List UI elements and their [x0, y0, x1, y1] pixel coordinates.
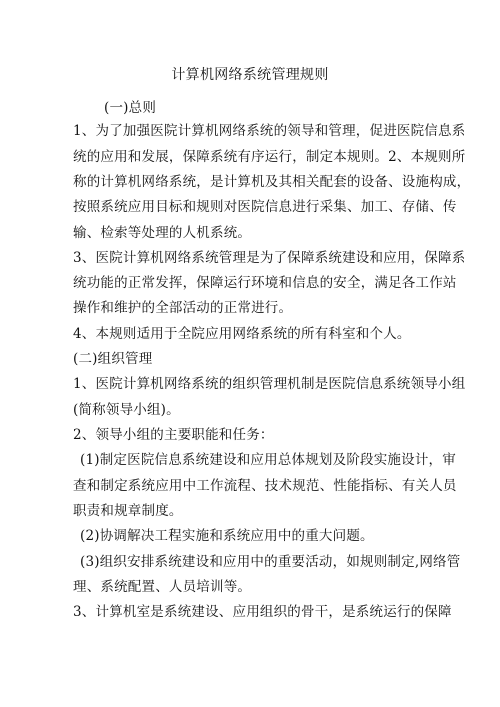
paragraph-line: 3、计算机室是系统建设、应用组织的骨干，是系统运行的保障	[73, 604, 452, 620]
document-title: 计算机网络系统管理规则	[171, 67, 329, 83]
paragraph-line: 3、医院计算机网络系统管理是为了保障系统建设和应用，保障系	[73, 250, 466, 266]
paragraph-line: 操作和维护的全部活动的正常进行。	[73, 300, 293, 316]
paragraph-line: 2、领导小组的主要职能和任务：	[73, 427, 274, 443]
paragraph-line: 输、检索等处理的人机系统。	[73, 225, 252, 241]
paragraph-line: 职责和规章制度。	[73, 503, 183, 519]
section-heading-general: (一)总则	[104, 100, 157, 116]
paragraph-line: 理、系统配置、人员培训等。	[73, 579, 252, 595]
paragraph-line: 查和制定系统应用中工作流程、技术规范、性能指标、有关人员	[73, 478, 457, 494]
paragraph-line: 统的应用和发展，保障系统有序运行，制定本规则。2、本规则所	[73, 149, 466, 165]
paragraph-line: (3)组织安排系统建设和应用中的重要活动，如规则制定,网络管	[80, 554, 461, 570]
paragraph-line: (1)制定医院信息系统建设和应用总体规划及阶段实施设计，审	[80, 452, 456, 468]
paragraph-line: 1、为了加强医院计算机网络系统的领导和管理，促进医院信息系	[73, 123, 466, 139]
paragraph-line: (2)协调解决工程实施和系统应用中的重大问题。	[80, 528, 374, 544]
paragraph-line: (简称领导小组)。	[73, 402, 180, 418]
paragraph-line: 1、医院计算机网络系统的组织管理机制是医院信息系统领导小组	[73, 376, 466, 392]
paragraph-line: 4、本规则适用于全院应用网络系统的所有科室和个人。	[73, 326, 411, 342]
paragraph-line: 统功能的正常发挥，保障运行环境和信息的安全，满足各工作站	[73, 275, 457, 291]
paragraph-line: 称的计算机网络系统，是计算机及其相关配套的设备、设施构成，	[73, 174, 471, 190]
section-heading-organization: (二)组织管理	[73, 351, 153, 367]
paragraph-line: 按照系统应用目标和规则对医院信息进行采集、加工、存储、传	[73, 199, 457, 215]
